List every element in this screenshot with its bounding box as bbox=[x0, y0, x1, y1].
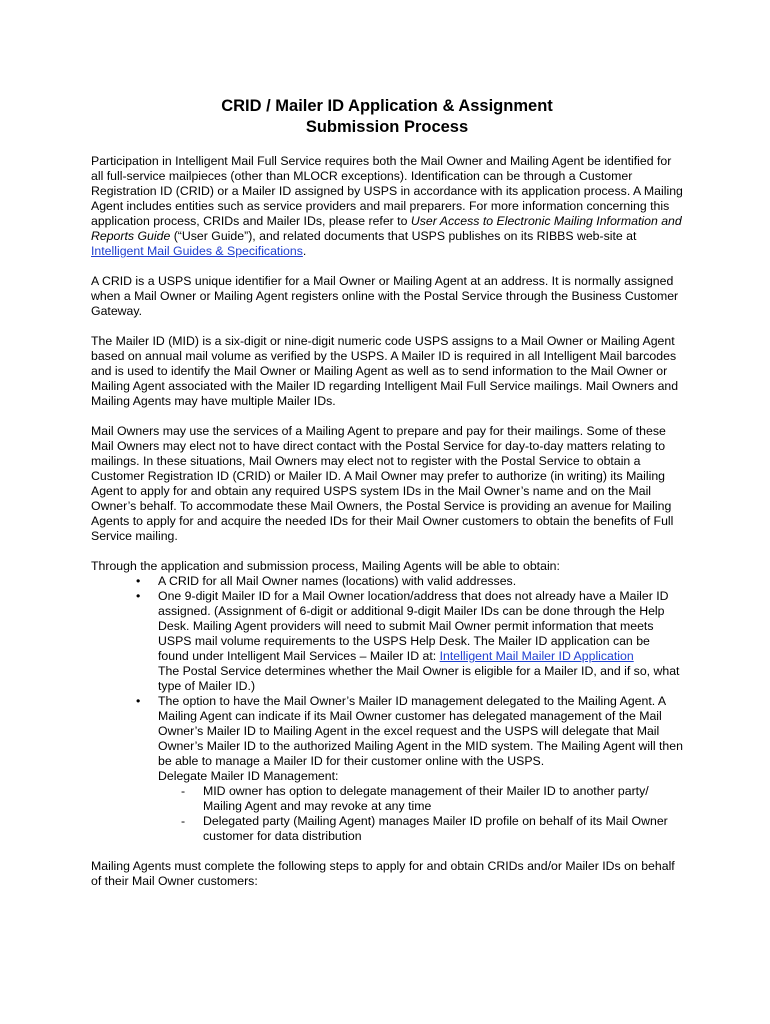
obtain-list bbox=[91, 574, 683, 844]
title-line-2: Submission Process bbox=[305, 118, 469, 136]
page-title bbox=[91, 96, 683, 138]
sublist-item: - MID owner has option to delegate management of their Mailer ID to another party/ Mailing Agent and may revoke at any time bbox=[203, 784, 683, 814]
user-guide-title: User Access to Electronic Mailing Information and Reports Guide bbox=[91, 214, 682, 243]
sublist-item: - Delegated party (Mailing Agent) manages Mailer ID profile on behalf of its Mail Owner customer for data distribution bbox=[203, 814, 683, 844]
document-page bbox=[91, 96, 683, 904]
delegate-sublist bbox=[158, 784, 683, 844]
paragraph-steps: Mailing Agents must complete the following steps to apply for and obtain CRIDs and/or Mailer IDs on behalf of their Mail Owner customers: bbox=[91, 859, 675, 888]
list-item-mailer-id: • One 9-digit Mailer ID for a Mail Owner location/address that does not already have a Mailer ID assigned. (Assignment of 6-digit or additional 9-digit Mailer IDs can be done through the Help Desk. Mailing Agent providers will need to submit Mail Owner permit information that meets USPS mail volume requirements to the USPS Help Desk. The Mailer ID application can be found under Intelligent Mail Services – Mailer ID at: Intelligent Mail Mailer ID Application The Postal Service determines whether the Mail Owner is eligible for a Mailer ID, and if so, what type of Mailer ID.) bbox=[158, 589, 683, 694]
guides-specifications-link[interactable]: Intelligent Mail Guides & Specifications bbox=[91, 244, 303, 258]
paragraph-crid: A CRID is a USPS unique identifier for a Mail Owner or Mailing Agent at an address. It is normally assigned when a Mail Owner or Mailing Agent registers online with the Postal Service through the Business Customer Gateway. bbox=[91, 274, 679, 318]
title-line-1: CRID / Mailer ID Application & Assignment bbox=[221, 97, 553, 115]
mailer-id-application-link[interactable]: Intelligent Mail Mailer ID Application bbox=[439, 649, 634, 663]
list-item-delegation: • The option to have the Mail Owner’s Mailer ID management delegated to the Mailing Agent. A Mailing Agent can indicate if its Mail Owner customer has delegated management of the Mail Owner’s Mailer ID to Mailing Agent in the excel request and the USPS will delegate that Mail Owner’s Mailer ID to the authorized Mailing Agent in the MID system. The Mailing Agent will then be able to manage a Mailer ID for their customer online with the USPS. Delegate Mailer ID Management: - MID owner has option to delegate management of their Mailer ID to another party/ Mailing Agent and may revoke at any time - Delegated party (Mailing Agent) manages Mailer ID profile on behalf of its Mail Owner customer for data distribution bbox=[158, 694, 683, 844]
paragraph-mailer-id: The Mailer ID (MID) is a six-digit or nine-digit numeric code USPS assigns to a Mail Owner or Mailing Agent based on annual mail volume as verified by the USPS. A Mailer ID is required in all Intelligent Mail barcodes and is used to identify the Mail Owner or Mailing Agent as well as to send information to the Mail Owner or Mailing Agent associated with the Mailer ID regarding Intelligent Mail Full Service mailings. Mail Owners and Mailing Agents may have multiple Mailer IDs. bbox=[91, 334, 679, 408]
list-item-crid: • A CRID for all Mail Owner names (locations) with valid addresses. bbox=[158, 574, 683, 589]
paragraph-obtain-intro: Through the application and submission process, Mailing Agents will be able to obtain: bbox=[91, 559, 560, 573]
paragraph-participation: Participation in Intelligent Mail Full Service requires both the Mail Owner and Mailing Agent be identified for all full-service mailpieces (other than MLOCR exceptions). Identification can be through a Customer Registration ID (CRID) or a Mailer ID assigned by USPS in accordance with its application process. A Mailing Agent includes entities such as service providers and mail preparers. For more information concerning this application process, CRIDs and Mailer IDs, please refer to User Access to Electronic Mailing Information and Reports Guide (“User Guide”), and related documents that USPS publishes on its RIBBS web-site at Intelligent Mail Guides & Specifications. bbox=[91, 154, 683, 258]
paragraph-mail-owners: Mail Owners may use the services of a Mailing Agent to prepare and pay for their mailings. Some of these Mail Owners may elect not to have direct contact with the Postal Service for day-to-day matters relating to mailings. In these situations, Mail Owners may elect not to register with the Postal Service to obtain a Customer Registration ID (CRID) or Mailer ID. A Mail Owner may prefer to authorize (in writing) its Mailing Agent to apply for and obtain any required USPS system IDs in the Mail Owner’s name and on the Mail Owner’s behalf. To accommodate these Mail Owners, the Postal Service is providing an avenue for Mailing Agents to apply for and acquire the needed IDs for their Mail Owner customers to obtain the benefits of Full Service mailing. bbox=[91, 424, 674, 543]
